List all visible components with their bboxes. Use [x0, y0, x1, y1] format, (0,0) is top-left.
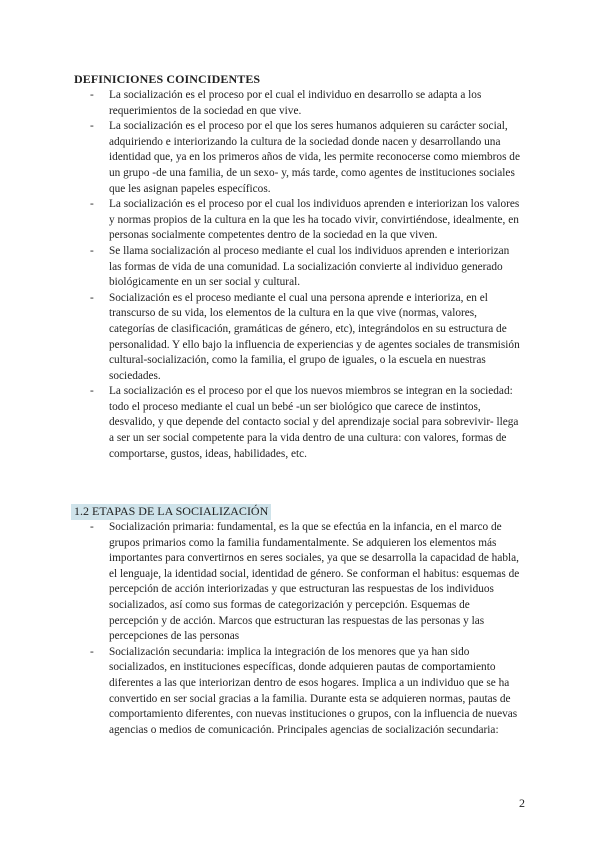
- stages-list: [90, 520, 520, 738]
- bullet-dash: -: [90, 385, 94, 398]
- list-item: [90, 197, 520, 244]
- section-heading-definiciones: DEFINICIONES COINCIDENTES: [74, 72, 261, 86]
- page-number: 2: [519, 796, 525, 810]
- bullet-dash: -: [90, 89, 94, 101]
- list-item-text: Se llama socialización al proceso mediante el cual los individuos aprenden e interiorizan las formas de vida de una comunidad. La socialización convierte al individuo generado biológicamente en un ser social y cultural.: [109, 244, 510, 289]
- list-item: [90, 119, 520, 197]
- list-item: [90, 520, 520, 645]
- bullet-dash: -: [90, 120, 94, 133]
- list-item: [90, 88, 520, 119]
- list-item: [90, 645, 520, 739]
- list-item: [90, 384, 520, 462]
- bullet-dash: -: [90, 645, 94, 658]
- list-item: [90, 244, 520, 291]
- bullet-dash: -: [90, 198, 94, 211]
- bullet-dash: -: [90, 244, 94, 257]
- list-item-text: La socialización es el proceso por el cual los individuos aprenden e interiorizan los valores y normas propios de la cultura en la que les ha tocado vivir, convirtiéndose, idealmente, en personas socialmente competentes dentro de la sociedad en la que viven.: [109, 198, 520, 242]
- list-item-text: La socialización es el proceso por el cual el individuo en desarrollo se adapta a los requerimientos de la sociedad en que vive.: [109, 89, 482, 117]
- bullet-dash: -: [90, 291, 94, 304]
- bullet-dash: -: [90, 521, 94, 533]
- list-item: [90, 291, 520, 385]
- list-item-text: Socialización secundaria: implica la integración de los menores que ya han sido socializados, en instituciones específicas, donde adquieren pautas de comportamiento diferentes a las que interiorizan dentro de esos hogares. Implica a un individuo que se ha convertido en ser social gracias a la familia. Durante esta se adquieren normas, pautas de comportamiento diferentes, con nuevas instituciones o grupos, con la influencia de nuevas agencias o medios de comunicación. Principales agencias de socialización secundaria:: [109, 645, 518, 736]
- list-item-text: Socialización primaria: fundamental, es la que se efectúa en la infancia, en el marco de grupos primarios como la familia fundamentalmente. Se adquieren los elementos más importantes para convertirnos en seres sociales, ya que se desarrolla la capacidad de habla, el lenguaje, la identidad social, identidad de género. Se conforman el habitus: esquemas de percepción de acción interiorizadas y que estructuran las respuestas de los individuos socializados, así como sus formas de categorización y percepción. Esquemas de percepción y de acción. Marcos que estructuran las respuestas de las personas y las percepciones de las personas: [109, 521, 520, 643]
- list-item-text: La socialización es el proceso por el que los nuevos miembros se integran en la sociedad: todo el proceso mediante el cual un bebé -un ser biológico que carece de instintos, desvalido, y que depende del contacto social y del aprendizaje social para sobrevivir- llega a ser un ser social competente para la vida dentro de una cultura: con valores, formas de comportarse, gustos, ideas, habilidades, etc.: [109, 385, 519, 460]
- definitions-list: [90, 88, 520, 462]
- list-item-text: Socialización es el proceso mediante el cual una persona aprende e interioriza, en el transcurso de su vida, los elementos de la cultura en la que vive (normas, valores, categorías de clasificación, gramáticas de género, etc), integrándolos en su estructura de personalidad. Y ello bajo la influencia de experiencias y de agentes sociales de transmisión cultural-socialización, como la familia, el grupo de iguales, o la escuela en nuestras sociedades.: [109, 291, 520, 382]
- section-heading-etapas: 1.2 ETAPAS DE LA SOCIALIZACIÓN: [71, 504, 271, 520]
- list-item-text: La socialización es el proceso por el que los seres humanos adquieren su carácter social, adquiriendo e interiorizando la cultura de la sociedad donde nacen y desarrollando una identidad que, ya en los primeros años de vida, les permite reconocerse como miembros de un grupo -de una familia, de un sexo- y, más tarde, como agentes de instituciones sociales que les asignan papeles específicos.: [109, 120, 520, 195]
